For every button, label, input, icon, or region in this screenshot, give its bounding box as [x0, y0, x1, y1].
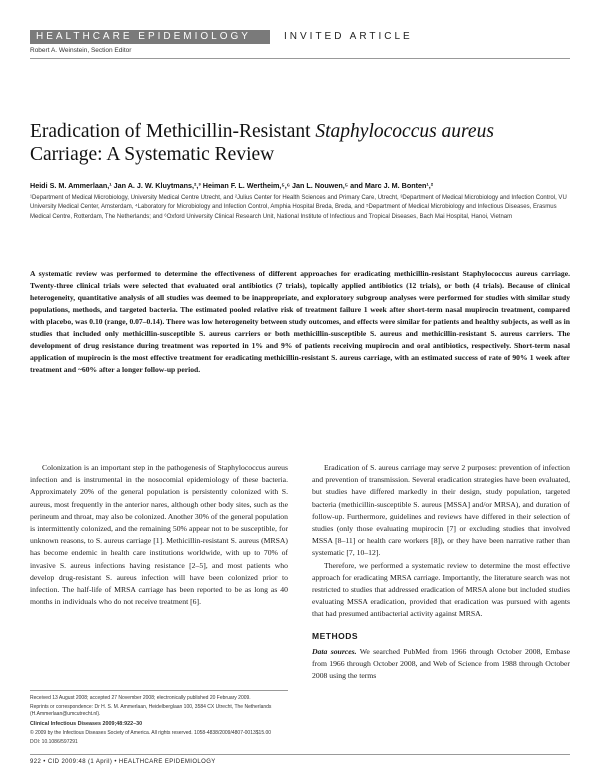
- footer-rule: [30, 754, 570, 755]
- author-list: Heidi S. M. Ammerlaan,¹ Jan A. J. W. Kluytmans,²,³ Heiman F. L. Wertheim,⁵,⁶ Jan L. Nouwen,⁵ and Marc J. M. Bonten¹,²: [30, 181, 434, 190]
- title-italic: Staphylococcus aureus: [315, 121, 494, 142]
- left-column: [30, 462, 288, 608]
- abstract: A systematic review was performed to determine the effectiveness of different approaches for eradicating methicillin-resistant Staphylococcus aureus carriage. Twenty-three clinical trials were selected that evaluated oral antibiotics (7 trials), topically applied antibiotics (12 trials), or both (4 trials). Because of clinical heterogeneity, quantitative analysis of all studies was deemed to be inappropriate, and exploratory subgroup analyses were performed for studies with similar study populations, methods, and targeted bacteria. The estimated pooled relative risk of treatment failure 1 week after short-term nasal mupirocin treatment, compared with placebo, was 0.10 (range, 0.07–0.14). There was low heterogeneity between study outcomes, and effects were similar for patients and healthy subjects, as well as in studies that included only methicillin-susceptible S. aureus carriers or both methicillin-susceptible S. aureus and methicillin-resistant S. aureus carriers. The development of drug resistance during treatment was reported in 1% and 9% of patients receiving mupirocin and oral antibiotics, respectively. Short-term nasal application of mupirocin is the most effective treatment for eradicating methicillin-resistant S. aureus carriage, with an estimated success of rate of 90% 1 week after treatment and ~60% after a longer follow-up period.: [30, 269, 570, 374]
- journal-citation: Clinical Infectious Diseases 2009;48:922–30: [30, 720, 143, 727]
- received-note: Received 13 August 2008; accepted 27 November 2008; electronically published 20 February 2009.: [30, 695, 251, 701]
- data-sources-text: We searched PubMed from 1966 through October 2008, Embase from 1966 through October 2008, and Web of Science from 1988 through October 2008 using the terms: [312, 646, 570, 681]
- header-rule: [30, 58, 570, 59]
- section-label: HEALTHCARE EPIDEMIOLOGY: [30, 30, 270, 44]
- intro-paragraph-3: Therefore, we performed a systematic review to determine the most effective approach for eradicating MRSA carriage. Importantly, the literature search was not restricted to studies that addressed eradication of MRSA alone but included studies evaluating MSSA eradication, provided that eradication was pursued with agents that had presumed antibacterial activity against MRSA.: [312, 560, 570, 619]
- article-type-label: INVITED ARTICLE: [284, 31, 413, 42]
- title-part-2: Carriage: A Systematic Review: [30, 144, 275, 165]
- reprints-note: Reprints or correspondence: Dr H. S. M. Ammerlaan, Heidelberglaan 100, 3584 CX Utrecht, The Netherlands (H.Ammerlaan@umcutrecht.nl).: [30, 704, 272, 718]
- article-title: [30, 120, 570, 166]
- page-footer: 922 • CID 2009:48 (1 April) • HEALTHCARE EPIDEMIOLOGY: [30, 759, 216, 765]
- doi-note: DOI: 10.1086/597291: [30, 739, 78, 746]
- section-editor: Robert A. Weinstein, Section Editor: [30, 47, 132, 54]
- intro-paragraph-1: Colonization is an important step in the pathogenesis of Staphylococcus aureus infection and is instrumental in the nosocomial epidemiology of these bacteria. Approximately 20% of the general population is persistently colonized with S. aureus, most frequently in the anterior nares, although other body sites, such as the perineum and throat, may also be colonized. Another 30% of the general population is intermittently colonized, and the remaining 50% appear not to be susceptible, for unknown reasons, to S. aureus carriage [1]. Methicillin-resistant S. aureus (MRSA) has become endemic in health care institutions worldwide, with up to 70% of invasive S. aureus infections having resistance [2–5], and most patients who develop drug-resistant S. aureus infection will have been colonized prior to infection. The half-life of MRSA carriage has been reported to be as long as 40 months in individuals who do not receive treatment [6].: [30, 463, 288, 607]
- right-column: [312, 462, 570, 682]
- title-part-1: Eradication of Methicillin-Resistant: [30, 121, 311, 142]
- section-banner: [30, 30, 413, 44]
- intro-paragraph-2: Eradication of S. aureus carriage may serve 2 purposes: prevention of infection and prevention of transmission. Several eradication strategies have been evaluated, but studies have differed markedly in their design, study population, targeted bacteria (methicillin-susceptible S. aureus [MSSA] and/or MRSA), and duration of follow-up. Furthermore, guidelines and reviews have differed in their selection of studies (only those evaluating mupirocin [7] or excluding studies that involved MSSA [8–11] or health care workers [8]), or they have been narrative rather than systematic [7, 10–12].: [312, 463, 570, 558]
- data-sources-paragraph: [312, 646, 570, 683]
- methods-heading: METHODS: [312, 630, 358, 641]
- affiliations: ¹Department of Medical Microbiology, University Medical Centre Utrecht, and ²Julius Center for Health Sciences and Primary Care, Utrecht, ³Department of Medical Microbiology and Infection Control, VU University Medical Center, Amsterdam, ⁴Laboratory for Microbiology and Infection Control, Amphia Hospital Breda, Breda, and ⁵Department of Medical Microbiology and Infectious Diseases, Erasmus Medical Centre, Rotterdam, The Netherlands; and ⁶Oxford University Clinical Research Unit, National Institute of Infectious and Tropical Diseases, Bach Mai Hospital, Hanoi, Vietnam: [30, 195, 567, 220]
- data-sources-label: Data sources.: [312, 646, 357, 656]
- copyright-note: © 2009 by the Infectious Diseases Society of America. All rights reserved. 1058-4838/2009/4807-0013$15.00: [30, 729, 272, 736]
- footnotes: [30, 690, 288, 748]
